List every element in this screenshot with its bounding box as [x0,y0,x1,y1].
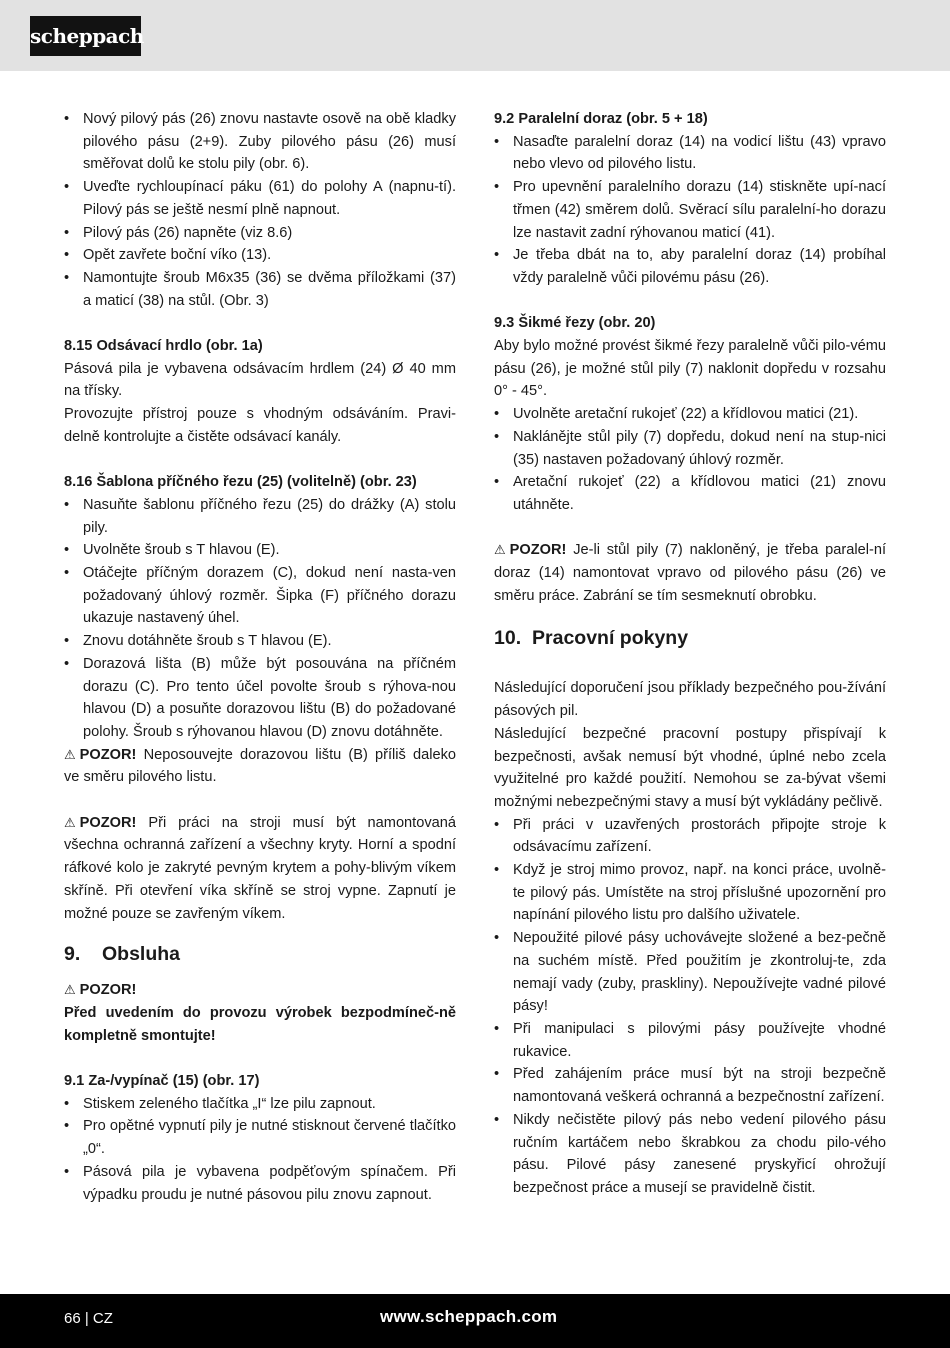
warning-paragraph [494,539,886,607]
heading-number: 10. [494,627,522,650]
warning-label: POZOR! [79,814,137,831]
paragraph: Aby bylo možné provést šikmé řezy paralelně vůči pilo-vému pásu (26), je možné stůl pily (7) naklonit dopředu v rozsahu 0° - 45°. [494,338,886,400]
section-9-1-bullet-list [64,1093,456,1207]
paragraph: Provozujte přístroj pouze s vhodným odsáváním. Pravi-delně kontrolujte a čistěte odsávací kanály. [64,406,456,445]
section-9-3-bullet-list [494,403,886,517]
list-item: • Opět zavřete boční víko (13). [64,244,456,267]
warning-label: POZOR! [79,746,137,763]
list-item: • Při práci v uzavřených prostorách připojte stroje k odsávacímu zařízení. [494,814,886,859]
list-item: • Pásová pila je vybavena podpěťovým spínačem. Při výpadku proudu je nutné pásovou pilu znovu zapnout. [64,1161,456,1206]
list-item: • Nový pilový pás (26) znovu nastavte osově na obě kladky pilového pásu (2+9). Zuby pilového pásu (26) musí směřovat dolů ke stolu pily (obr. 6). [64,108,456,176]
page-number: 66 | CZ [64,1310,113,1327]
list-item: • Otáčejte příčným dorazem (C), dokud není nasta-ven požadovaný úhlový rozměr. Šipka (F) příčného dorazu ukazuje nastavený úhel. [64,562,456,630]
list-item: • Pilový pás (26) napněte (viz 8.6) [64,222,456,245]
list-item: • Když je stroj mimo provoz, např. na konci práce, uvolně-te pilový pás. Umístěte na stroj příslušné upozornění pro napínání pilového listu pro dalšího uživatele. [494,859,886,927]
section-9-3-title: 9.3 Šikmé řezy (obr. 20) [494,315,656,332]
list-item: • Dorazová lišta (B) může být posouvána na příčném dorazu (C). Pro tento účel povolte šroub s rýhova-nou hlavou (D) a posuňte dorazovou lištu (B) do požadované polohy. Šroub s rýhovanou hlavou (D) znovu dotáhněte. [64,653,456,744]
list-item: • Aretační rukojeť (22) a křídlovou matici (21) znovu utáhněte. [494,471,886,516]
header-bar [0,0,950,71]
list-item: • Znovu dotáhněte šroub s T hlavou (E). [64,630,456,653]
list-item: • Při manipulaci s pilovými pásy používejte vhodné rukavice. [494,1018,886,1063]
list-item: • Pro opětné vypnutí pily je nutné stisknout červené tlačítko „0“. [64,1115,456,1160]
section-10-heading [494,623,886,653]
warning-paragraph [64,979,456,1002]
warning-label: POZOR! [79,982,137,999]
list-item: • Naklánějte stůl pily (7) dopředu, dokud není na stup-nici (35) nastaven požadovaný úhlový rozměr. [494,426,886,471]
warning-paragraph [64,744,456,789]
website-link[interactable]: www.scheppach.com [380,1307,558,1326]
warning-triangle-icon: ⚠ [64,982,76,998]
list-item: • Nasaďte paralelní doraz (14) na vodicí lištu (43) vpravo nebo vlevo od pilového listu. [494,131,886,176]
warning-text: Při práci na stroji musí být namontovaná všechna ochranná zařízení a všechny kryty. Horní a spodní ráfkové kolo je zakryté pevným krytem a pohy-blivým víkem skříně. Při otevření víka skříně se stroj vypne. Zapnutí je možné pouze se zavřeným víkem. [64,814,456,922]
section-9-1-title: 9.1 Za-/vypínač (15) (obr. 17) [64,1073,260,1090]
list-item: • Nasuňte šablonu příčného řezu (25) do drážky (A) stolu pily. [64,494,456,539]
heading-title: Obsluha [102,943,181,966]
warning-triangle-icon: ⚠ [64,814,76,830]
warning-text: Je-li stůl pily (7) nakloněný, je třeba paralel-ní doraz (14) namontovat vpravo od pilového pásu (26) ve směru práce. Zabrání se tím sesmeknutí obrobku. [494,542,886,604]
section-8-16-bullet-list [64,494,456,744]
warning-text: Neposouvejte dorazovou lištu (B) příliš daleko ve směru pilového listu. [64,746,456,786]
warning-text: Před uvedením do provozu výrobek bezpodmíneč-ně kompletně smontujte! [64,1004,456,1044]
section-9-2-bullet-list [494,131,886,290]
list-item: • Namontujte šroub M6x35 (36) se dvěma příložkami (37) a maticí (38) na stůl. (Obr. 3) [64,267,456,312]
left-column [64,108,456,1206]
list-item: • Uveďte rychloupínací páku (61) do polohy A (napnu-tí). Pilový pás se ještě nesmí plně napnout. [64,176,456,221]
list-item: • Nepoužité pilové pásy uchovávejte složené a bez-pečně na suchém místě. Před použitím je zkontroluj-te, zda nemají vady (zuby, praskliny). Nepoužívejte vadné pilové pásy! [494,927,886,1018]
list-item: • Uvolněte aretační rukojeť (22) a křídlovou matici (21). [494,403,886,426]
paragraph: Následující doporučení jsou příklady bezpečného pou-žívání pásových pil. [494,680,886,720]
list-item: • Nikdy nečistěte pilový pás nebo vedení pilového pásu ručním kartáčem nebo škrabkou za chodu pilo-vého pásu. Pilové pásy zanesené pryskyřicí ohrožují bezpečnost práce a musejí se pravidelně čistit. [494,1109,886,1200]
heading-number: 9. [64,943,81,966]
list-item: • Před zahájením práce musí být na stroji bezpečně namontovaná veškerá ochranná a bezpečnostní zařízení. [494,1063,886,1108]
list-item: • Je třeba dbát na to, aby paralelní doraz (14) probíhal vždy paralelně vůči pilovému pásu (26). [494,244,886,289]
section-8-16-title: 8.16 Šablona příčného řezu (25) (volitelně) (obr. 23) [64,474,417,491]
list-item: • Uvolněte šroub s T hlavou (E). [64,539,456,562]
warning-label: POZOR! [509,542,567,559]
paragraph: Následující bezpečné pracovní postupy přispívají k bezpečnosti, avšak nemusí být vhodné, úplné nebo zcela využitelné pro každé použití. Nemohou se za-bývat všemi možnými nebezpečnými stavy a musí být vykládány pečlivě. [494,725,886,810]
warning-triangle-icon: ⚠ [494,542,506,558]
scheppach-logo: scheppach [30,16,141,56]
section-10-bullet-list [494,814,886,1200]
section-9-heading [64,939,456,969]
heading-title: Pracovní pokyny [532,627,689,650]
warning-triangle-icon: ⚠ [64,746,76,762]
section-8-15-title: 8.15 Odsávací hrdlo (obr. 1a) [64,338,263,355]
footer-bar [0,1294,950,1348]
right-column [494,108,886,1200]
list-item: • Pro upevnění paralelního dorazu (14) stiskněte upí-nací třmen (42) směrem dolů. Svěrací sílu paralelní-ho dorazu lze nastavit zadní rýhovanou maticí (41). [494,176,886,244]
list-item: • Stiskem zeleného tlačítka „I“ lze pilu zapnout. [64,1093,456,1116]
section-9-2-title: 9.2 Paralelní doraz (obr. 5 + 18) [494,111,708,127]
paragraph: Pásová pila je vybavena odsávacím hrdlem (24) Ø 40 mm na třísky. [64,360,456,400]
intro-bullet-list [64,108,456,312]
warning-paragraph [64,812,456,926]
